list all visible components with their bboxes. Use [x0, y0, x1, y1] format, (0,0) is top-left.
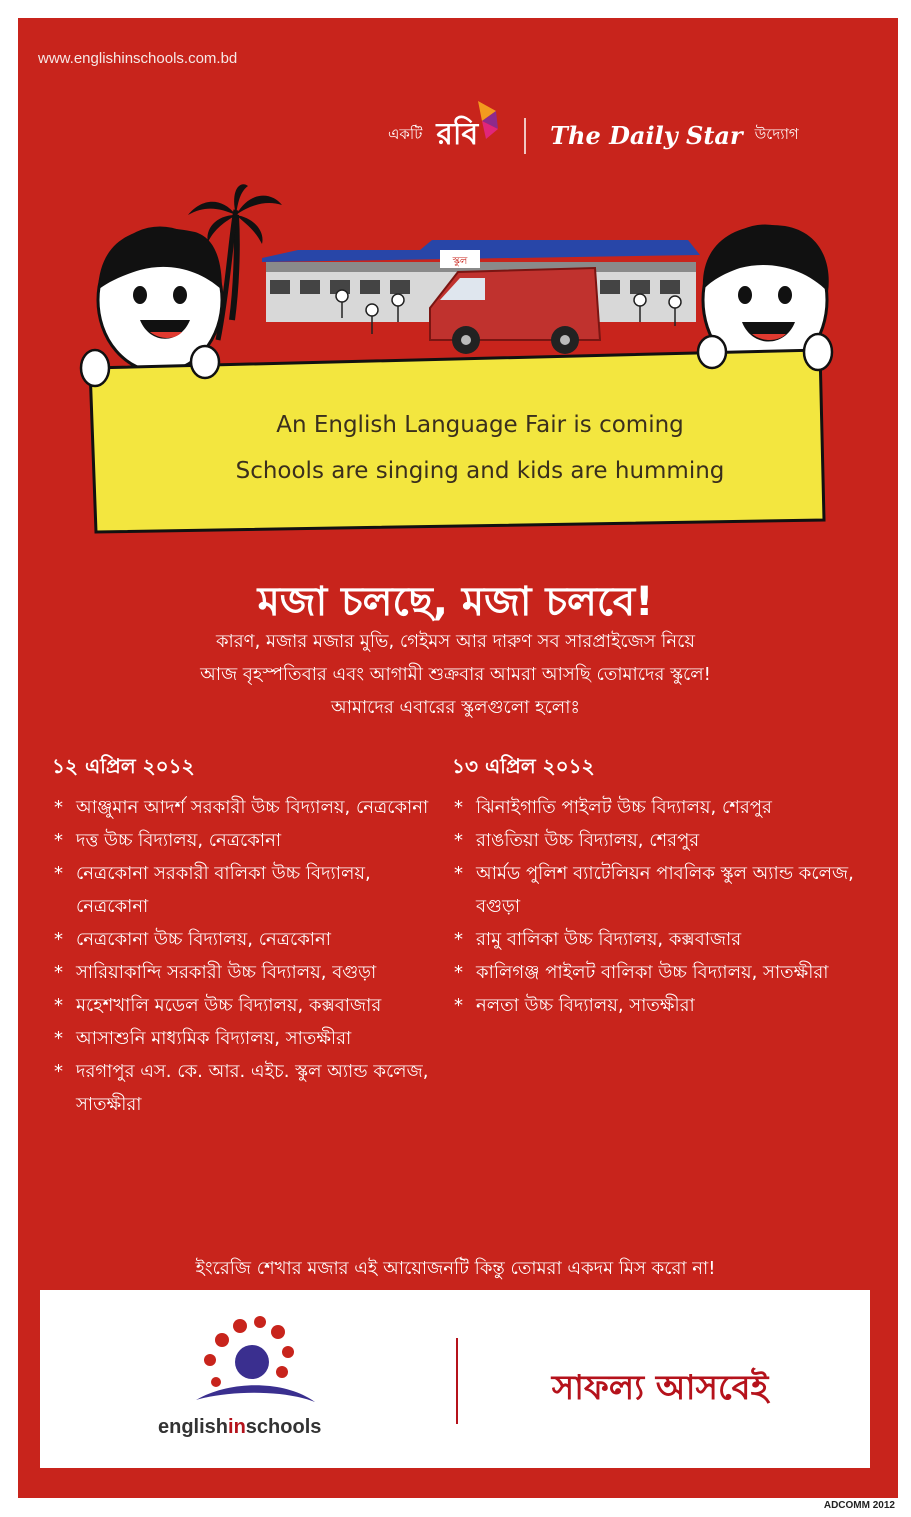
- day1-date: ১২ এপ্রিল ২০১২: [52, 754, 195, 778]
- closing-line: ইংরেজি শেখার মজার এই আয়োজনটি কিন্তু তোমরা একদম মিস করো না!: [195, 1258, 716, 1279]
- list-item: * মহেশখালি মডেল উচ্চ বিদ্যালয়, কক্সবাজার: [52, 989, 447, 1022]
- list-item: * দরগাপুর এস. কে. আর. এইচ. স্কুল অ্যান্ড কলেজ, সাতক্ষীরা: [52, 1055, 447, 1121]
- englishinschools-logo-text: englishinschools: [158, 1416, 322, 1438]
- list-item: * আর্মড পুলিশ ব্যাটেলিয়ন পাবলিক স্কুল অ্যান্ড কলেজ, বগুড়া: [452, 857, 872, 923]
- list-item: * নলতা উচ্চ বিদ্যালয়, সাতক্ষীরা: [452, 989, 872, 1022]
- list-item: * ঝিনাইগাতি পাইলট উচ্চ বিদ্যালয়, শেরপুর: [452, 791, 872, 824]
- website-url: www.englishinschools.com.bd: [38, 50, 238, 67]
- sponsor-prefix: একটি: [388, 125, 423, 143]
- list-item: * রামু বালিকা উচ্চ বিদ্যালয়, কক্সবাজার: [452, 923, 872, 956]
- list-item: * নেত্রকোনা সরকারী বালিকা উচ্চ বিদ্যালয়, নেত্রকোনা: [52, 857, 447, 923]
- sponsor-suffix: উদ্যোগ: [754, 125, 799, 143]
- list-item: * কালিগঞ্জ পাইলট বালিকা উচ্চ বিদ্যালয়, সাতক্ষীরা: [452, 956, 872, 989]
- footer-panel: [40, 1290, 870, 1468]
- headline: মজা চলছে, মজা চলবে!: [257, 579, 654, 625]
- school-sign: স্কুল: [452, 256, 468, 267]
- list-item: * রাঙতিয়া উচ্চ বিদ্যালয়, শেরপুর: [452, 824, 872, 857]
- day1-school-list: [52, 791, 447, 1121]
- day2-school-list: [452, 791, 872, 1022]
- banner-line-2: Schools are singing and kids are humming: [235, 458, 725, 484]
- robi-logo: রবি: [436, 117, 479, 152]
- englishinschools-logo-icon: [190, 1310, 330, 1420]
- agency-credit: ADCOMM 2012: [823, 1500, 895, 1511]
- footer-tagline: সাফল্য আসবেই: [551, 1368, 769, 1408]
- footer-divider: [456, 1338, 458, 1424]
- intro-line-1: কারণ, মজার মজার মুভি, গেইমস আর দারুণ সব সারপ্রাইজেস নিয়ে: [215, 631, 696, 652]
- day1-column: [52, 752, 447, 1121]
- list-item: * দত্ত উচ্চ বিদ্যালয়, নেত্রকোনা: [52, 824, 447, 857]
- day2-date: ১৩ এপ্রিল ২০১২: [452, 754, 595, 778]
- intro-text: [0, 625, 911, 724]
- list-item: * সারিয়াকান্দি সরকারী উচ্চ বিদ্যালয়, বগুড়া: [52, 956, 447, 989]
- banner-line-1: An English Language Fair is coming: [276, 412, 684, 438]
- van-icon: [430, 268, 600, 354]
- intro-line-2: আজ বৃহস্পতিবার এবং আগামী শুক্রবার আমরা আসছি তোমাদের স্কুলে!: [200, 664, 711, 685]
- daily-star-logo: The Daily Star: [550, 121, 743, 150]
- day2-column: [452, 752, 872, 1022]
- list-item: * আঞ্জুমান আদর্শ সরকারী উচ্চ বিদ্যালয়, নেত্রকোনা: [52, 791, 447, 824]
- intro-line-3: আমাদের এবারের স্কুলগুলো হলোঃ: [330, 697, 581, 718]
- list-item: * আসাশুনি মাধ্যমিক বিদ্যালয়, সাতক্ষীরা: [52, 1022, 447, 1055]
- list-item: * নেত্রকোনা উচ্চ বিদ্যালয়, নেত্রকোনা: [52, 923, 447, 956]
